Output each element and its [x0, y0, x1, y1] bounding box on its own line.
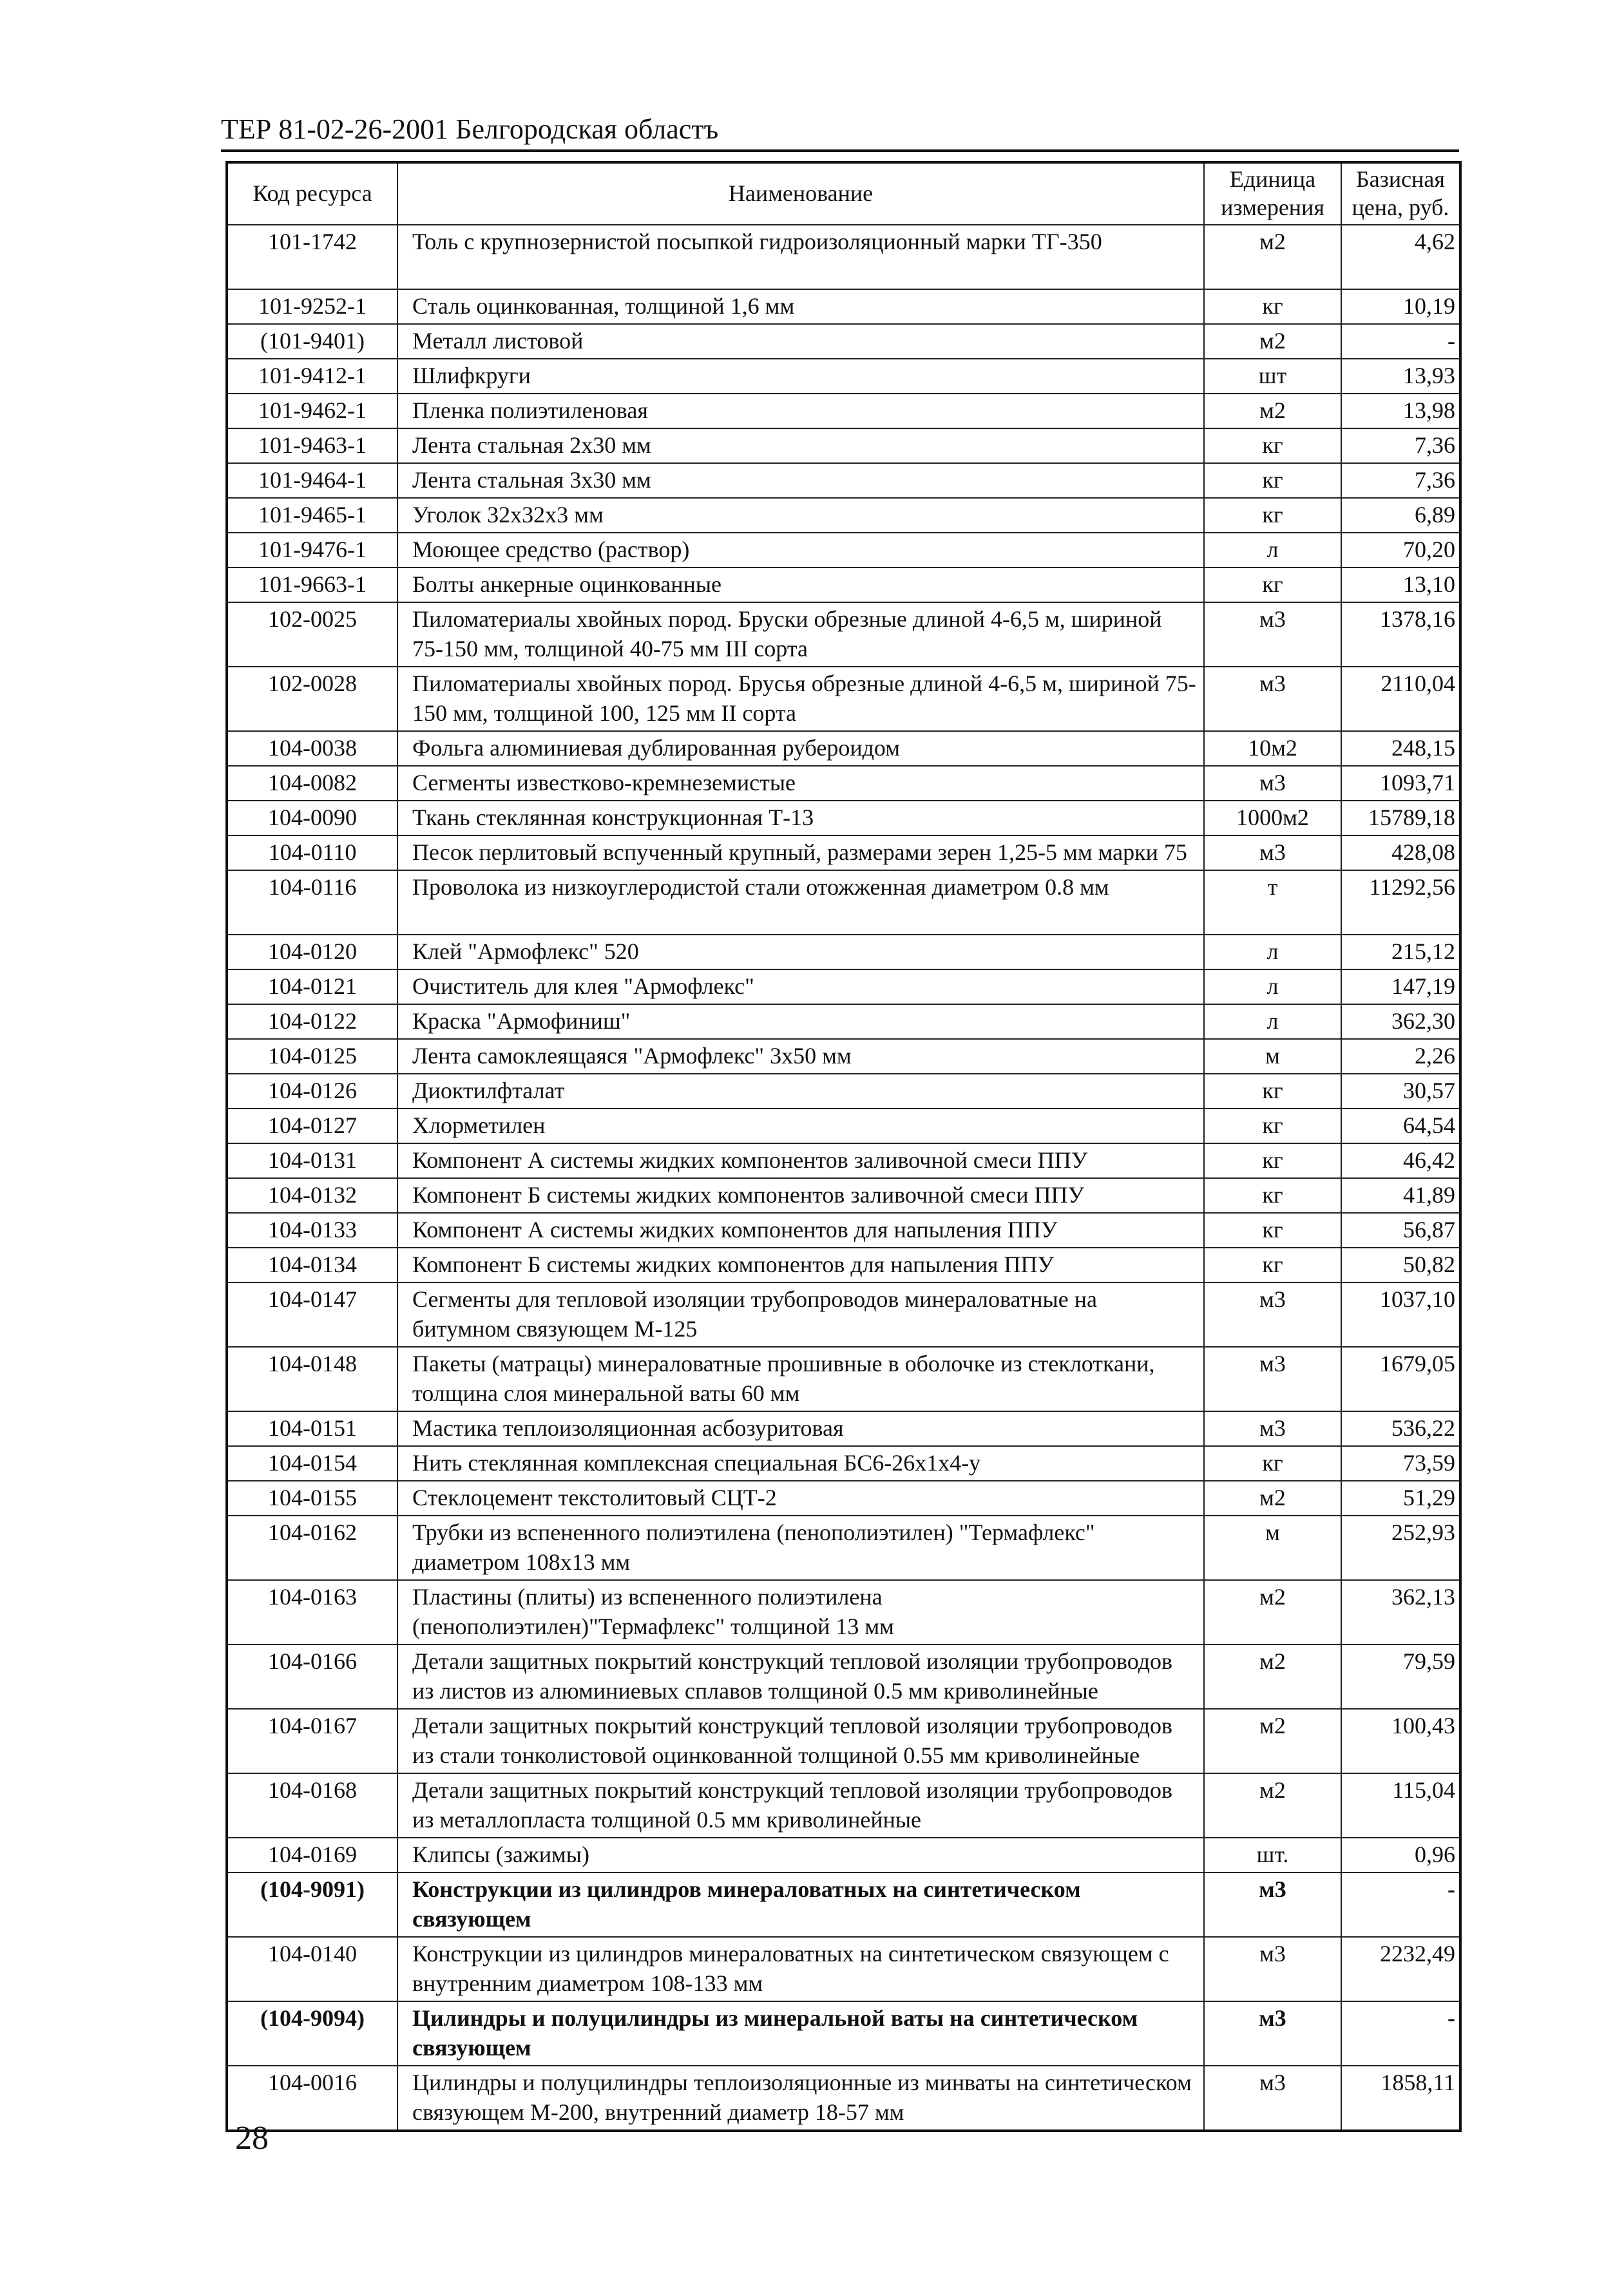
resource-code-cell: 101-9412-1: [227, 359, 397, 394]
table-row: [227, 1213, 1460, 1248]
table-row: [227, 1773, 1460, 1838]
unit-cell: л: [1204, 1004, 1341, 1039]
resource-name-cell: Пиломатериалы хвойных пород. Бруски обрезные длиной 4-6,5 м, шириной 75-150 мм, толщиной 40-75 мм III сорта: [397, 602, 1204, 667]
price-cell: 73,59: [1341, 1446, 1460, 1481]
price-cell: -: [1341, 324, 1460, 359]
table-row: [227, 533, 1460, 567]
price-cell: 115,04: [1341, 1773, 1460, 1838]
table-row: [227, 1074, 1460, 1109]
unit-cell: м3: [1204, 766, 1341, 801]
unit-cell: кг: [1204, 428, 1341, 463]
resource-code-cell: 104-0134: [227, 1248, 397, 1282]
resource-name-cell: Проволока из низкоуглеродистой стали отожженная диаметром 0.8 мм: [397, 870, 1204, 935]
header-code: Код ресурса: [227, 162, 397, 225]
price-cell: 1679,05: [1341, 1347, 1460, 1411]
unit-cell: м3: [1204, 835, 1341, 870]
unit-cell: кг: [1204, 567, 1341, 602]
unit-cell: кг: [1204, 1143, 1341, 1178]
resource-name-cell: Детали защитных покрытий конструкций тепловой изоляции трубопроводов из стали тонколистовой оцинкованной толщиной 0.55 мм криволинейные: [397, 1709, 1204, 1773]
resource-code-cell: 104-0168: [227, 1773, 397, 1838]
resource-name-cell: Толь с крупнозернистой посыпкой гидроизоляционный марки ТГ-350: [397, 225, 1204, 289]
table-row: [227, 1516, 1460, 1580]
resource-code-cell: 104-0167: [227, 1709, 397, 1773]
resource-code-cell: 104-0140: [227, 1937, 397, 2001]
unit-cell: м: [1204, 1039, 1341, 1074]
resource-code-cell: 101-9462-1: [227, 394, 397, 428]
resource-name-cell: Пластины (плиты) из вспененного полиэтилена (пенополиэтилен)"Термафлекс" толщиной 13 мм: [397, 1580, 1204, 1644]
resource-name-cell: Шлифкруги: [397, 359, 1204, 394]
unit-cell: м3: [1204, 1937, 1341, 2001]
resource-code-cell: 101-9252-1: [227, 289, 397, 324]
unit-cell: м2: [1204, 1773, 1341, 1838]
table-row: [227, 1644, 1460, 1709]
resource-code-cell: 104-0162: [227, 1516, 397, 1580]
table-row: [227, 731, 1460, 766]
resource-name-cell: Хлорметилен: [397, 1109, 1204, 1143]
unit-cell: м2: [1204, 1644, 1341, 1709]
price-cell: 0,96: [1341, 1838, 1460, 1872]
resource-code-cell: 104-0151: [227, 1411, 397, 1446]
unit-cell: м2: [1204, 394, 1341, 428]
price-cell: 7,36: [1341, 428, 1460, 463]
unit-cell: кг: [1204, 1178, 1341, 1213]
price-cell: 215,12: [1341, 935, 1460, 969]
unit-cell: кг: [1204, 1446, 1341, 1481]
price-cell: 1037,10: [1341, 1282, 1460, 1347]
resource-code-cell: 104-0125: [227, 1039, 397, 1074]
resource-code-cell: 104-0166: [227, 1644, 397, 1709]
resource-name-cell: Очиститель для клея "Армофлекс": [397, 969, 1204, 1004]
table-row: [227, 324, 1460, 359]
resource-name-cell: Компонент Б системы жидких компонентов для напыления ППУ: [397, 1248, 1204, 1282]
unit-cell: 10м2: [1204, 731, 1341, 766]
resource-code-cell: 104-0132: [227, 1178, 397, 1213]
resource-name-cell: Лента стальная 2х30 мм: [397, 428, 1204, 463]
price-cell: 50,82: [1341, 1248, 1460, 1282]
unit-cell: кг: [1204, 1213, 1341, 1248]
price-cell: 79,59: [1341, 1644, 1460, 1709]
resource-price-table: [225, 161, 1462, 2132]
resource-name-cell: Пленка полиэтиленовая: [397, 394, 1204, 428]
table-row: [227, 835, 1460, 870]
price-cell: 1378,16: [1341, 602, 1460, 667]
resource-name-cell: Конструкции из цилиндров минераловатных на синтетическом связующем с внутренним диаметром 108-133 мм: [397, 1937, 1204, 2001]
resource-name-cell: Цилиндры и полуцилиндры из минеральной ваты на синтетическом связующем: [397, 2001, 1204, 2066]
resource-name-cell: Детали защитных покрытий конструкций тепловой изоляции трубопроводов из металлопласта толщиной 0.5 мм криволинейные: [397, 1773, 1204, 1838]
header-price: Базисная цена, руб.: [1341, 162, 1460, 225]
price-cell: 56,87: [1341, 1213, 1460, 1248]
price-cell: 1093,71: [1341, 766, 1460, 801]
page-number: 28: [235, 2120, 269, 2157]
price-cell: 147,19: [1341, 969, 1460, 1004]
price-cell: 51,29: [1341, 1481, 1460, 1516]
resource-name-cell: Пиломатериалы хвойных пород. Брусья обрезные длиной 4-6,5 м, шириной 75-150 мм, толщиной 100, 125 мм II сорта: [397, 667, 1204, 731]
resource-name-cell: Сталь оцинкованная, толщиной 1,6 мм: [397, 289, 1204, 324]
resource-name-cell: Песок перлитовый вспученный крупный, размерами зерен 1,25-5 мм марки 75: [397, 835, 1204, 870]
unit-cell: м: [1204, 1516, 1341, 1580]
resource-name-cell: Нить стеклянная комплексная специальная БС6-26х1х4-у: [397, 1446, 1204, 1481]
unit-cell: м2: [1204, 1580, 1341, 1644]
resource-name-cell: Мастика теплоизоляционная асбозуритовая: [397, 1411, 1204, 1446]
price-cell: 536,22: [1341, 1411, 1460, 1446]
unit-cell: м3: [1204, 602, 1341, 667]
resource-name-cell: Компонент А системы жидких компонентов заливочной смеси ППУ: [397, 1143, 1204, 1178]
table-row: [227, 1178, 1460, 1213]
price-cell: -: [1341, 1872, 1460, 1937]
unit-cell: м2: [1204, 1709, 1341, 1773]
table-row: [227, 1872, 1460, 1937]
resource-code-cell: (104-9094): [227, 2001, 397, 2066]
table-row: [227, 1282, 1460, 1347]
unit-cell: м3: [1204, 1872, 1341, 1937]
resource-code-cell: 104-0163: [227, 1580, 397, 1644]
resource-code-cell: 101-9465-1: [227, 498, 397, 533]
table-row: [227, 1937, 1460, 2001]
unit-cell: м3: [1204, 2066, 1341, 2131]
table-row: [227, 1446, 1460, 1481]
table-row: [227, 602, 1460, 667]
resource-code-cell: 104-0169: [227, 1838, 397, 1872]
resource-code-cell: 104-0121: [227, 969, 397, 1004]
resource-code-cell: 104-0116: [227, 870, 397, 935]
resource-name-cell: Лента стальная 3х30 мм: [397, 463, 1204, 498]
price-cell: 13,93: [1341, 359, 1460, 394]
table-row: [227, 1481, 1460, 1516]
page-header: [221, 110, 1459, 152]
document-title: ТЕР 81-02-26-2001 Белгородская областъ: [221, 113, 719, 145]
table-row: [227, 394, 1460, 428]
price-cell: 362,30: [1341, 1004, 1460, 1039]
unit-cell: м3: [1204, 1282, 1341, 1347]
price-cell: 7,36: [1341, 463, 1460, 498]
price-cell: 362,13: [1341, 1580, 1460, 1644]
unit-cell: кг: [1204, 289, 1341, 324]
resource-code-cell: 104-0133: [227, 1213, 397, 1248]
resource-name-cell: Компонент А системы жидких компонентов для напыления ППУ: [397, 1213, 1204, 1248]
price-cell: 248,15: [1341, 731, 1460, 766]
price-cell: 252,93: [1341, 1516, 1460, 1580]
table-row: [227, 498, 1460, 533]
price-cell: 4,62: [1341, 225, 1460, 289]
header-unit: Единица измерения: [1204, 162, 1341, 225]
unit-cell: кг: [1204, 1109, 1341, 1143]
resource-name-cell: Трубки из вспененного полиэтилена (пенополиэтилен) "Термафлекс" диаметром 108х13 мм: [397, 1516, 1204, 1580]
resource-code-cell: 102-0028: [227, 667, 397, 731]
table-row: [227, 969, 1460, 1004]
unit-cell: кг: [1204, 498, 1341, 533]
resource-name-cell: Болты анкерные оцинкованные: [397, 567, 1204, 602]
resource-name-cell: Моющее средство (раствор): [397, 533, 1204, 567]
table-row: [227, 359, 1460, 394]
resource-name-cell: Стеклоцемент текстолитовый СЦТ-2: [397, 1481, 1204, 1516]
price-cell: 13,10: [1341, 567, 1460, 602]
price-cell: 70,20: [1341, 533, 1460, 567]
resource-code-cell: 104-0154: [227, 1446, 397, 1481]
unit-cell: м3: [1204, 667, 1341, 731]
resource-name-cell: Ткань стеклянная конструкционная Т-13: [397, 801, 1204, 835]
unit-cell: л: [1204, 969, 1341, 1004]
resource-code-cell: 104-0016: [227, 2066, 397, 2131]
price-cell: 1858,11: [1341, 2066, 1460, 2131]
resource-name-cell: Сегменты известково-кремнеземистые: [397, 766, 1204, 801]
table-row: [227, 667, 1460, 731]
table-row: [227, 567, 1460, 602]
unit-cell: кг: [1204, 1248, 1341, 1282]
table-row: [227, 225, 1460, 289]
resource-code-cell: 104-0148: [227, 1347, 397, 1411]
table-row: [227, 801, 1460, 835]
unit-cell: м3: [1204, 1347, 1341, 1411]
table-row: [227, 2001, 1460, 2066]
table-header-row: [227, 162, 1460, 225]
resource-code-cell: 104-0147: [227, 1282, 397, 1347]
unit-cell: м3: [1204, 1411, 1341, 1446]
unit-cell: шт: [1204, 359, 1341, 394]
resource-name-cell: Сегменты для тепловой изоляции трубопроводов минераловатные на битумном связующем М-125: [397, 1282, 1204, 1347]
resource-code-cell: 104-0131: [227, 1143, 397, 1178]
unit-cell: м2: [1204, 225, 1341, 289]
table-row: [227, 1143, 1460, 1178]
resource-code-cell: 104-0126: [227, 1074, 397, 1109]
unit-cell: м2: [1204, 324, 1341, 359]
price-cell: 100,43: [1341, 1709, 1460, 1773]
resource-name-cell: Пакеты (матрацы) минераловатные прошивные в оболочке из стеклоткани, толщина слоя минеральной ваты 60 мм: [397, 1347, 1204, 1411]
resource-code-cell: 104-0120: [227, 935, 397, 969]
resource-code-cell: 104-0155: [227, 1481, 397, 1516]
resource-name-cell: Фольга алюминиевая дублированная рубероидом: [397, 731, 1204, 766]
resource-code-cell: (101-9401): [227, 324, 397, 359]
table-row: [227, 1004, 1460, 1039]
price-cell: 2,26: [1341, 1039, 1460, 1074]
unit-cell: л: [1204, 935, 1341, 969]
resource-name-cell: Конструкции из цилиндров минераловатных на синтетическом связующем: [397, 1872, 1204, 1937]
unit-cell: л: [1204, 533, 1341, 567]
table-row: [227, 935, 1460, 969]
unit-cell: 1000м2: [1204, 801, 1341, 835]
table-row: [227, 463, 1460, 498]
table-body: [227, 225, 1460, 2131]
price-cell: 10,19: [1341, 289, 1460, 324]
resource-code-cell: 104-0090: [227, 801, 397, 835]
resource-code-cell: 104-0127: [227, 1109, 397, 1143]
price-cell: 41,89: [1341, 1178, 1460, 1213]
table-row: [227, 1109, 1460, 1143]
resource-name-cell: Краска "Армофиниш": [397, 1004, 1204, 1039]
table-row: [227, 1580, 1460, 1644]
resource-name-cell: Клипсы (зажимы): [397, 1838, 1204, 1872]
resource-code-cell: 104-0122: [227, 1004, 397, 1039]
table-row: [227, 1709, 1460, 1773]
resource-code-cell: 101-9663-1: [227, 567, 397, 602]
resource-name-cell: Детали защитных покрытий конструкций тепловой изоляции трубопроводов из листов из алюминиевых сплавов толщиной 0.5 мм криволинейные: [397, 1644, 1204, 1709]
resource-code-cell: 104-0082: [227, 766, 397, 801]
table-row: [227, 428, 1460, 463]
resource-name-cell: Диоктилфталат: [397, 1074, 1204, 1109]
price-cell: 2232,49: [1341, 1937, 1460, 2001]
resource-name-cell: Клей "Армофлекс" 520: [397, 935, 1204, 969]
resource-name-cell: Уголок 32х32х3 мм: [397, 498, 1204, 533]
price-cell: 46,42: [1341, 1143, 1460, 1178]
unit-cell: шт.: [1204, 1838, 1341, 1872]
table-row: [227, 870, 1460, 935]
resource-code-cell: 101-9464-1: [227, 463, 397, 498]
resource-code-cell: 104-0110: [227, 835, 397, 870]
price-cell: 64,54: [1341, 1109, 1460, 1143]
resource-code-cell: (104-9091): [227, 1872, 397, 1937]
table-row: [227, 1248, 1460, 1282]
price-cell: 428,08: [1341, 835, 1460, 870]
table-row: [227, 1347, 1460, 1411]
unit-cell: м2: [1204, 1481, 1341, 1516]
unit-cell: кг: [1204, 463, 1341, 498]
price-cell: 15789,18: [1341, 801, 1460, 835]
unit-cell: м3: [1204, 2001, 1341, 2066]
resource-code-cell: 104-0038: [227, 731, 397, 766]
price-cell: 6,89: [1341, 498, 1460, 533]
unit-cell: т: [1204, 870, 1341, 935]
unit-cell: кг: [1204, 1074, 1341, 1109]
resource-name-cell: Цилиндры и полуцилиндры теплоизоляционные из минваты на синтетическом связующем М-200, внутренний диаметр 18-57 мм: [397, 2066, 1204, 2131]
resource-code-cell: 101-1742: [227, 225, 397, 289]
resource-name-cell: Компонент Б системы жидких компонентов заливочной смеси ППУ: [397, 1178, 1204, 1213]
resource-code-cell: 101-9463-1: [227, 428, 397, 463]
table-row: [227, 1838, 1460, 1872]
header-name: Наименование: [397, 162, 1204, 225]
price-cell: -: [1341, 2001, 1460, 2066]
table-row: [227, 1039, 1460, 1074]
price-cell: 30,57: [1341, 1074, 1460, 1109]
resource-name-cell: Металл листовой: [397, 324, 1204, 359]
price-cell: 11292,56: [1341, 870, 1460, 935]
resource-table-container: [225, 161, 1459, 2132]
resource-code-cell: 101-9476-1: [227, 533, 397, 567]
table-row: [227, 2066, 1460, 2131]
resource-name-cell: Лента самоклеящаяся "Армофлекс" 3х50 мм: [397, 1039, 1204, 1074]
price-cell: 2110,04: [1341, 667, 1460, 731]
table-row: [227, 289, 1460, 324]
resource-code-cell: 102-0025: [227, 602, 397, 667]
table-row: [227, 1411, 1460, 1446]
table-row: [227, 766, 1460, 801]
price-cell: 13,98: [1341, 394, 1460, 428]
